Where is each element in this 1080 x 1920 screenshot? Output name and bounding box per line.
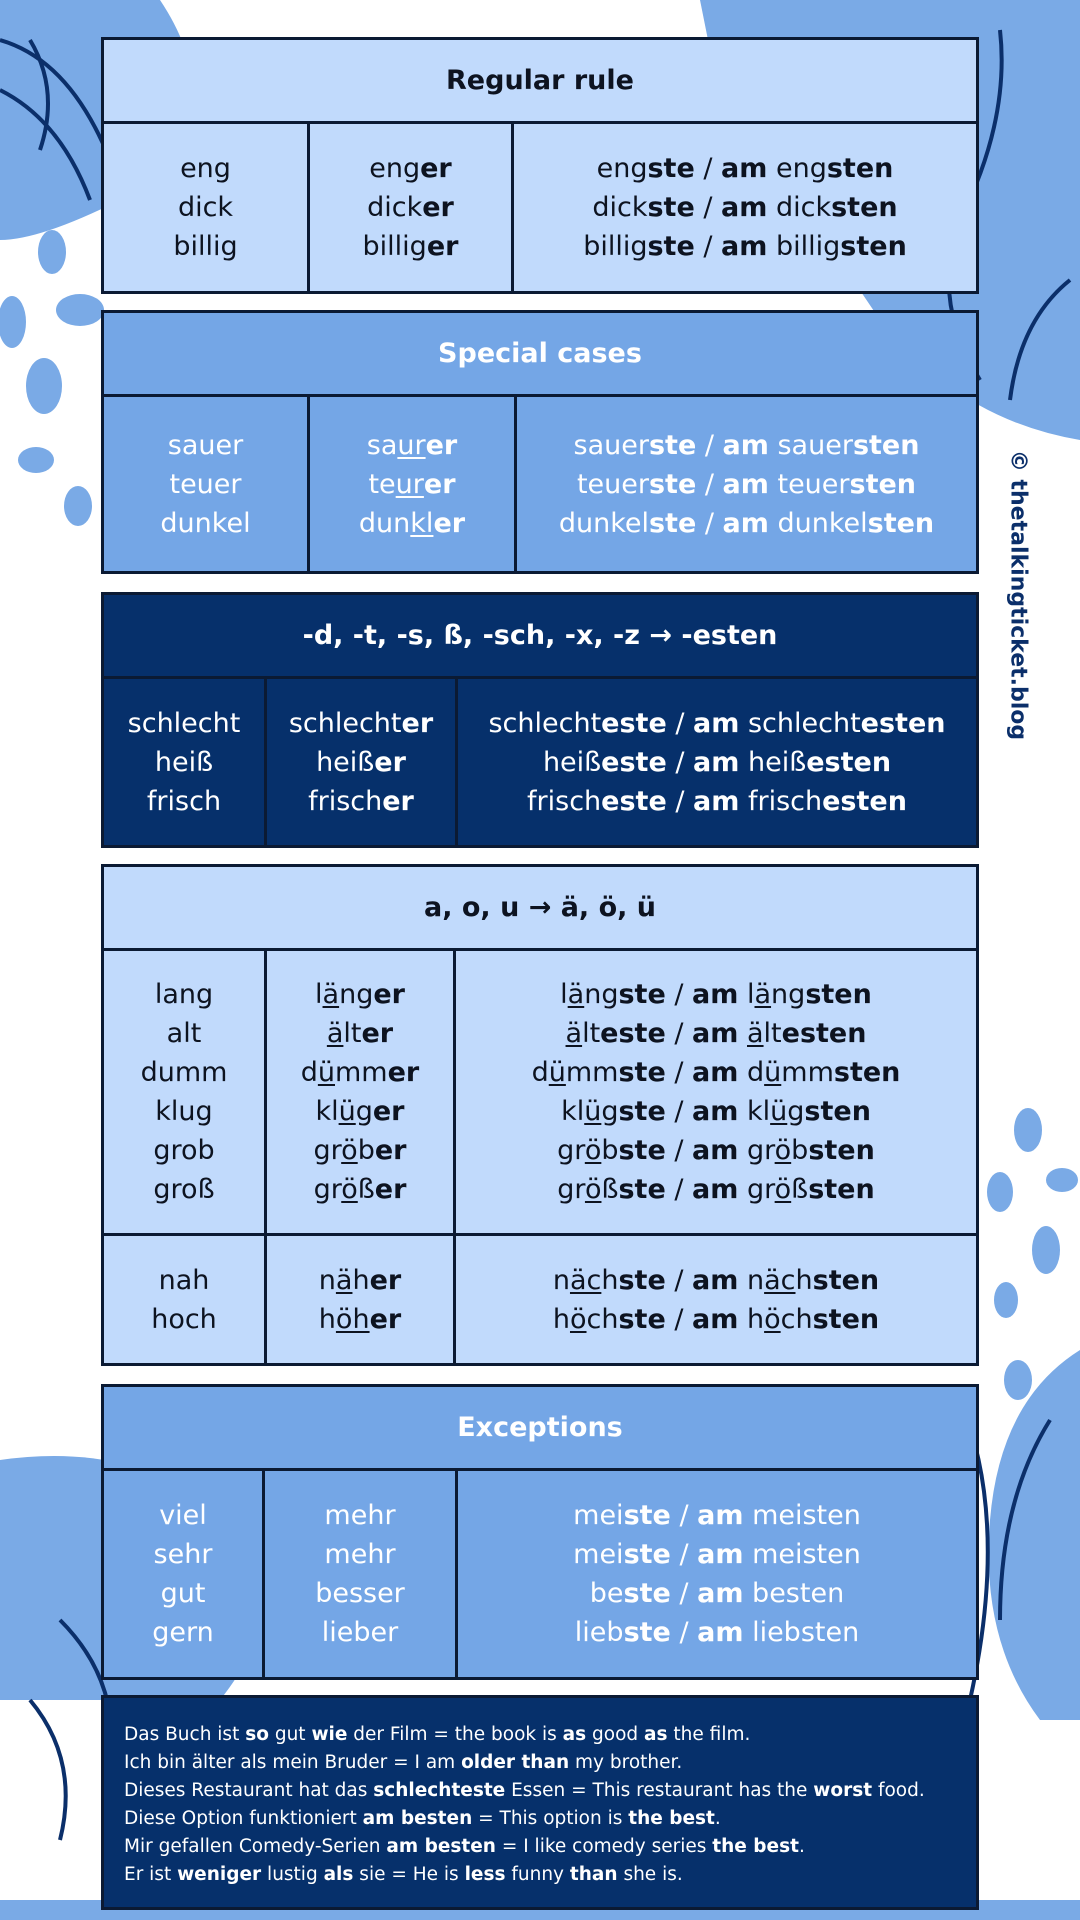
word-form: mehr bbox=[324, 1539, 396, 1570]
comparative-cell bbox=[264, 951, 453, 1233]
base-form-cell bbox=[104, 397, 307, 571]
table-row bbox=[104, 1233, 976, 1363]
superlative-cell bbox=[455, 679, 976, 845]
exceptions-table bbox=[101, 1384, 979, 1680]
base-form-cell bbox=[104, 1471, 262, 1677]
table-title: a, o, u → ä, ö, ü bbox=[104, 867, 976, 951]
word-form: höchste / am höchsten bbox=[552, 1303, 880, 1335]
example-sentence: Mir gefallen Comedy-Serien am besten = I like comedy series the best. bbox=[124, 1836, 805, 1857]
word-form: schlecht bbox=[127, 707, 241, 739]
table-row bbox=[104, 679, 976, 845]
table-row bbox=[104, 1471, 976, 1677]
word-form: dick bbox=[177, 192, 234, 223]
word-form: frischer bbox=[308, 785, 414, 817]
table-row bbox=[104, 951, 976, 1233]
word-form: billiger bbox=[362, 231, 459, 262]
word-form: heißer bbox=[316, 746, 406, 778]
word-form: gern bbox=[152, 1617, 214, 1648]
word-form: billigste / am billigsten bbox=[583, 231, 907, 262]
word-form: schlechter bbox=[288, 707, 434, 739]
word-form: lieber bbox=[321, 1617, 399, 1648]
comparative-cell bbox=[264, 679, 455, 845]
word-form: alt bbox=[166, 1018, 202, 1049]
word-form: enger bbox=[369, 153, 452, 184]
example-sentence: Dieses Restaurant hat das schlechteste Essen = This restaurant has the worst food. bbox=[124, 1780, 925, 1801]
word-form: größer bbox=[313, 1174, 407, 1205]
word-form: meiste / am meisten bbox=[573, 1500, 861, 1531]
word-form: gröbste / am gröbsten bbox=[557, 1135, 875, 1166]
word-form: sauer bbox=[167, 429, 244, 461]
word-form: klüger bbox=[315, 1096, 405, 1127]
word-form: saurer bbox=[366, 429, 458, 461]
word-form: eng bbox=[180, 153, 231, 184]
word-form: besser bbox=[315, 1578, 405, 1609]
word-form: viel bbox=[159, 1500, 207, 1531]
word-form: dunkelste / am dunkelsten bbox=[558, 507, 935, 539]
word-form: frischeste / am frischesten bbox=[527, 785, 907, 817]
superlative-cell bbox=[453, 951, 976, 1233]
word-form: gröber bbox=[313, 1135, 407, 1166]
base-form-cell bbox=[104, 951, 264, 1233]
credit-text: © thetalkingticket.blog bbox=[1005, 449, 1031, 741]
word-form: größste / am größsten bbox=[557, 1174, 875, 1205]
word-form: höher bbox=[318, 1303, 402, 1335]
word-form: grob bbox=[153, 1135, 215, 1166]
table-title: -d, -t, -s, ß, -sch, -x, -z → -esten bbox=[104, 595, 976, 679]
word-form: sehr bbox=[153, 1539, 213, 1570]
superlative-cell bbox=[511, 124, 976, 291]
word-form: älteste / am ältesten bbox=[565, 1018, 867, 1049]
word-form: mehr bbox=[324, 1500, 396, 1531]
comparative-cell bbox=[307, 397, 514, 571]
base-form-cell bbox=[104, 1236, 264, 1363]
superlative-cell bbox=[453, 1236, 976, 1363]
copyright-credit bbox=[1003, 449, 1033, 741]
word-form: längste / am längsten bbox=[560, 979, 872, 1010]
comparative-cell bbox=[264, 1236, 453, 1363]
superlative-cell bbox=[514, 397, 976, 571]
example-sentence: Diese Option funktioniert am besten = This option is the best. bbox=[124, 1808, 721, 1829]
word-form: liebste / am liebsten bbox=[574, 1617, 860, 1648]
word-form: teurer bbox=[368, 468, 456, 500]
word-form: engste / am engsten bbox=[596, 153, 894, 184]
word-form: frisch bbox=[146, 785, 222, 817]
example-sentence: Ich bin älter als mein Bruder = I am older than my brother. bbox=[124, 1752, 683, 1773]
word-form: hoch bbox=[151, 1303, 217, 1335]
word-form: dunkler bbox=[358, 507, 466, 539]
word-form: meiste / am meisten bbox=[573, 1539, 861, 1570]
table-row bbox=[104, 124, 976, 291]
word-form: näher bbox=[318, 1264, 402, 1296]
word-form: schlechteste / am schlechtesten bbox=[488, 707, 946, 739]
word-form: heiß bbox=[154, 746, 214, 778]
word-form: groß bbox=[153, 1174, 215, 1205]
superlative-cell bbox=[455, 1471, 976, 1677]
word-form: teuer bbox=[169, 468, 242, 500]
word-form: dumm bbox=[140, 1057, 228, 1088]
word-form: klug bbox=[155, 1096, 213, 1127]
table-title: Regular rule bbox=[104, 40, 976, 124]
word-form: heißeste / am heißesten bbox=[542, 746, 892, 778]
word-form: billig bbox=[173, 231, 238, 262]
table-title: Exceptions bbox=[104, 1387, 976, 1471]
word-form: klügste / am klügsten bbox=[561, 1096, 871, 1127]
word-form: lang bbox=[154, 979, 214, 1010]
table-title: Special cases bbox=[104, 313, 976, 397]
word-form: dicker bbox=[367, 192, 454, 223]
word-form: dunkel bbox=[160, 507, 251, 539]
comparative-cell bbox=[262, 1471, 455, 1677]
word-form: älter bbox=[326, 1018, 394, 1049]
word-form: gut bbox=[160, 1578, 206, 1609]
word-form: länger bbox=[315, 979, 405, 1010]
table-row bbox=[104, 397, 976, 571]
word-form: dümmste / am dümmsten bbox=[531, 1057, 901, 1088]
word-form: nah bbox=[158, 1264, 210, 1296]
word-form: sauerste / am sauersten bbox=[573, 429, 920, 461]
comparative-cell bbox=[307, 124, 511, 291]
special-cases-table bbox=[101, 310, 979, 574]
example-sentence: Das Buch ist so gut wie der Film = the book is as good as the film. bbox=[124, 1724, 751, 1745]
example-sentence: Er ist weniger lustig als sie = He is less funny than she is. bbox=[124, 1864, 683, 1885]
base-form-cell bbox=[104, 679, 264, 845]
regular-rule-table bbox=[101, 37, 979, 294]
word-form: teuerste / am teuersten bbox=[576, 468, 917, 500]
base-form-cell bbox=[104, 124, 307, 291]
word-form: dickste / am dicksten bbox=[592, 192, 898, 223]
word-form: nächste / am nächsten bbox=[552, 1264, 880, 1296]
umlaut-table bbox=[101, 864, 979, 1366]
word-form: beste / am besten bbox=[589, 1578, 845, 1609]
word-form: dümmer bbox=[300, 1057, 420, 1088]
example-sentences bbox=[101, 1695, 979, 1910]
esten-table bbox=[101, 592, 979, 848]
